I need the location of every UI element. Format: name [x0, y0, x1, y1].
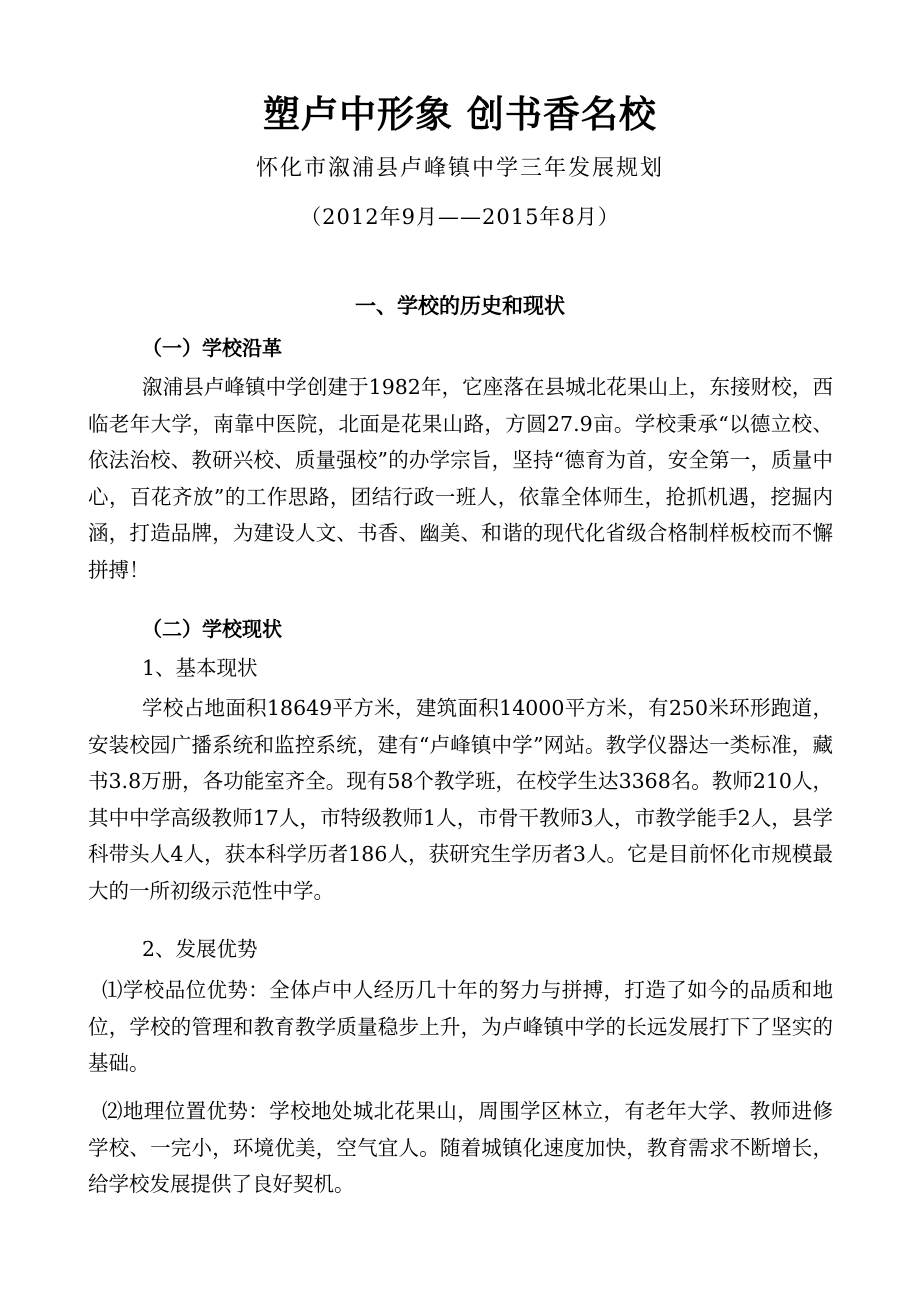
item-title-basic-status: 1、基本现状 [142, 656, 258, 680]
paragraph-basic-status: 学校占地面积18649平方米，建筑面积14000平方米，有250米环形跑道，安装校园广播系统和监控系统，建有“卢峰镇中学”网站。教学仪器达一类标准，藏书3.8万册，各功能室齐全。现有58个教学班，在校学生达3368名。教师210人，其中中学高级教师17人，市特级教师1人，市骨干教师3人，市教学能手2人，县学科带头人4人，获本科学历者186人，获研究生学历者3人。它是目前怀化市规模最大的一所初级示范性中学。 [88, 696, 833, 903]
document-title: 塑卢中形象 创书香名校 [263, 93, 657, 136]
document-subtitle: 怀化市溆浦县卢峰镇中学三年发展规划 [255, 156, 664, 181]
subheading-school-history: （一）学校沿革 [142, 336, 282, 360]
section-heading-history: 一、学校的历史和现状 [355, 294, 565, 318]
paragraph-advantage-location: ⑵地理位置优势：学校地处城北花果山，周围学区林立，有老年大学、教师进修学校、一完小，环境优美，空气宜人。随着城镇化速度加快，教育需求不断增长，给学校发展提供了良好契机。 [88, 1099, 833, 1196]
paragraph-advantage-quality: ⑴学校品位优势：全体卢中人经历几十年的努力与拼搏，打造了如今的品质和地位，学校的管理和教育教学质量稳步上升，为卢峰镇中学的长远发展打下了坚实的基础。 [88, 978, 833, 1075]
subheading-school-status: （二）学校现状 [142, 617, 282, 641]
item-title-advantages: 2、发展优势 [142, 937, 258, 961]
plan-period: （2012年9月——2015年8月） [300, 205, 620, 229]
paragraph-school-history: 溆浦县卢峰镇中学创建于1982年，它座落在县城北花果山上，东接财校，西临老年大学，南靠中医院，北面是花果山路，方圆27.9亩。学校秉承“以德立校、依法治校、教研兴校、质量强校”的办学宗旨，坚持“德育为首，安全第一，质量中心，百花齐放”的工作思路，团结行政一班人，依靠全体师生，抢抓机遇，挖掘内涵，打造品牌，为建设人文、书香、幽美、和谐的现代化省级合格制样板校而不懈拼搏！ [88, 375, 833, 582]
